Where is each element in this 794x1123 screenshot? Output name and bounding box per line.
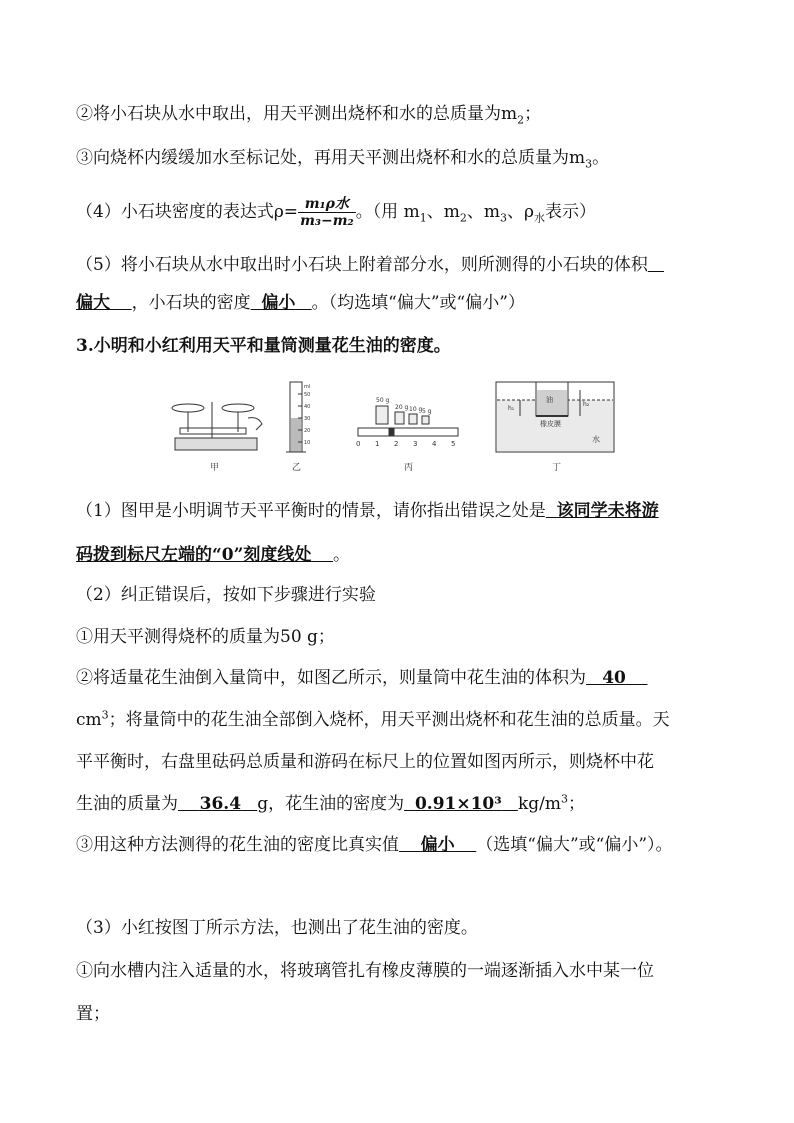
- cylinder-unit: ml: [304, 384, 311, 390]
- superscript: 3: [101, 708, 109, 722]
- answer-blank: [311, 545, 333, 565]
- caption-yi: 乙: [292, 463, 302, 473]
- answer-blank: [241, 794, 257, 814]
- oil-label: 油: [546, 396, 553, 404]
- text: ；: [524, 104, 542, 124]
- caption-bing: 丙: [404, 463, 414, 473]
- measuring-cylinder: [286, 382, 306, 452]
- text: kg/m: [517, 794, 561, 814]
- cylinder-tick: 40: [304, 404, 311, 410]
- scale-tick: 5: [451, 440, 456, 448]
- answer-mass: 36.4: [199, 794, 242, 814]
- text-line: [76, 103, 541, 125]
- answer-density: 0.91×10³: [414, 794, 502, 814]
- subscript: 水: [533, 211, 545, 225]
- text-line: [76, 960, 654, 982]
- answer-volume: 40: [602, 668, 626, 688]
- text: 。: [592, 148, 610, 168]
- scale-tick: 1: [375, 440, 380, 448]
- scale-tick: 2: [394, 440, 399, 448]
- answer-error: 该同学未将游: [556, 501, 659, 521]
- text-line: [76, 751, 654, 773]
- fraction-denominator: m₃−m₂: [300, 213, 354, 229]
- weight-label: 50 g: [376, 397, 390, 404]
- text: ；将量筒中的花生油全部倒入烧杯，用天平测出烧杯和花生油的总质量。天: [108, 710, 670, 730]
- text-line: [76, 793, 585, 815]
- text: ，小石块的密度: [131, 293, 251, 313]
- weight-label: 10 g: [409, 406, 423, 413]
- text: 平平衡时，右盘里砝码总质量和游码在标尺上的位置如图丙所示，则烧杯中花: [76, 752, 654, 772]
- text: 3.小明和小红利用天平和量筒测量花生油的密度。: [76, 336, 451, 356]
- superscript: 3: [560, 792, 568, 806]
- fraction-numerator: m₁ρ水: [298, 196, 356, 213]
- text: （3）小红按图丁所示方法，也测出了花生油的密度。: [76, 918, 478, 938]
- answer-blank: [251, 293, 262, 313]
- subscript: 2: [517, 113, 525, 127]
- text-line: [76, 292, 525, 314]
- answer-blank: [626, 668, 648, 688]
- weight-label: 5 g: [422, 408, 432, 415]
- text: 。: [333, 545, 351, 565]
- answer-density: 偏小: [261, 293, 296, 313]
- text: ②将适量花生油倒入量筒中，如图乙所示，则量筒中花生油的体积为: [76, 668, 586, 688]
- subscript: 2: [459, 211, 467, 225]
- h2-label: h₂: [583, 401, 590, 408]
- text: 置；: [76, 1004, 110, 1024]
- answer-blank: [648, 255, 664, 275]
- subscript: 3: [585, 157, 593, 171]
- text-line: [76, 626, 335, 648]
- cylinder-tick: 50: [304, 392, 311, 398]
- text: 、m: [466, 202, 500, 222]
- scale-tick: 0: [356, 440, 361, 448]
- answer-error-cont: 码拨到标尺左端的“0”刻度线处: [76, 545, 312, 565]
- water-label: 水: [592, 435, 600, 444]
- text-line: [76, 834, 673, 856]
- figure-drawing: [0, 380, 794, 480]
- answer-blank: [295, 293, 311, 313]
- text: 表示）: [544, 202, 596, 222]
- answer-volume: 偏大: [76, 293, 110, 313]
- text-line: [76, 917, 478, 939]
- density-fraction: [298, 196, 356, 229]
- text: ；: [567, 794, 585, 814]
- text: 、ρ: [506, 202, 534, 222]
- answer-blank: [399, 835, 421, 855]
- text: ①向水槽内注入适量的水，将玻璃管扎有橡皮薄膜的一端逐渐插入水中某一位: [76, 961, 654, 981]
- scale-tick: 4: [432, 440, 437, 448]
- h1-label: h₁: [508, 405, 515, 412]
- cylinder-tick: 20: [304, 428, 311, 434]
- text: 。（均选填“偏大”或“偏小”）: [311, 293, 525, 313]
- text: ②将小石块从水中取出，用天平测出烧杯和水的总质量为m: [76, 104, 518, 124]
- text: 。（用 m: [355, 202, 420, 222]
- question-heading: [76, 335, 451, 357]
- text: （2）纠正错误后，按如下步骤进行实验: [76, 585, 376, 605]
- experiment-figure: [0, 380, 794, 480]
- text: 、m: [426, 202, 460, 222]
- balance-illustration: [172, 402, 262, 450]
- subscript: 3: [499, 211, 507, 225]
- text: （5）将小石块从水中取出时小石块上附着部分水，则所测得的小石块的体积: [76, 255, 648, 275]
- text-line: [76, 584, 376, 606]
- answer-blank: [586, 668, 602, 688]
- subscript: 1: [419, 211, 427, 225]
- scale-tick: 3: [413, 440, 418, 448]
- text: （选填“偏大”或“偏小”）。: [476, 835, 673, 855]
- text: ③向烧杯内缓缓加水至标记处，再用天平测出烧杯和水的总质量为m: [76, 148, 586, 168]
- answer-blank: [110, 293, 132, 313]
- text: 生油的质量为: [76, 794, 178, 814]
- answer-blank: [546, 501, 557, 521]
- text: cm: [76, 710, 102, 730]
- film-label: 橡皮膜: [540, 420, 561, 428]
- caption-jia: 甲: [210, 463, 220, 473]
- text: （1）图甲是小明调节天平平衡时的情景，请你指出错误之处是: [76, 501, 546, 521]
- cylinder-tick: 10: [304, 440, 311, 446]
- text: g，花生油的密度为: [257, 794, 405, 814]
- answer-blank: [178, 794, 200, 814]
- text-line: [76, 1003, 110, 1025]
- text-line: [76, 667, 648, 689]
- answer-blank: [502, 794, 518, 814]
- formula-line: [76, 194, 596, 230]
- text-line: [76, 709, 670, 731]
- cylinder-tick: 30: [304, 416, 311, 422]
- text: （4）小石块密度的表达式ρ=: [76, 202, 299, 222]
- answer-bias: 偏小: [420, 835, 455, 855]
- text-line: [76, 500, 659, 522]
- answer-blank: [455, 835, 477, 855]
- text-line: [76, 544, 350, 566]
- text-line: [76, 147, 609, 169]
- weight-label: 20 g: [395, 404, 409, 411]
- text: ③用这种方法测得的花生油的密度比真实值: [76, 835, 399, 855]
- text: ①用天平测得烧杯的质量为50 g；: [76, 627, 335, 647]
- answer-blank: [404, 794, 415, 814]
- text-line: [76, 254, 664, 276]
- caption-ding: 丁: [552, 463, 562, 473]
